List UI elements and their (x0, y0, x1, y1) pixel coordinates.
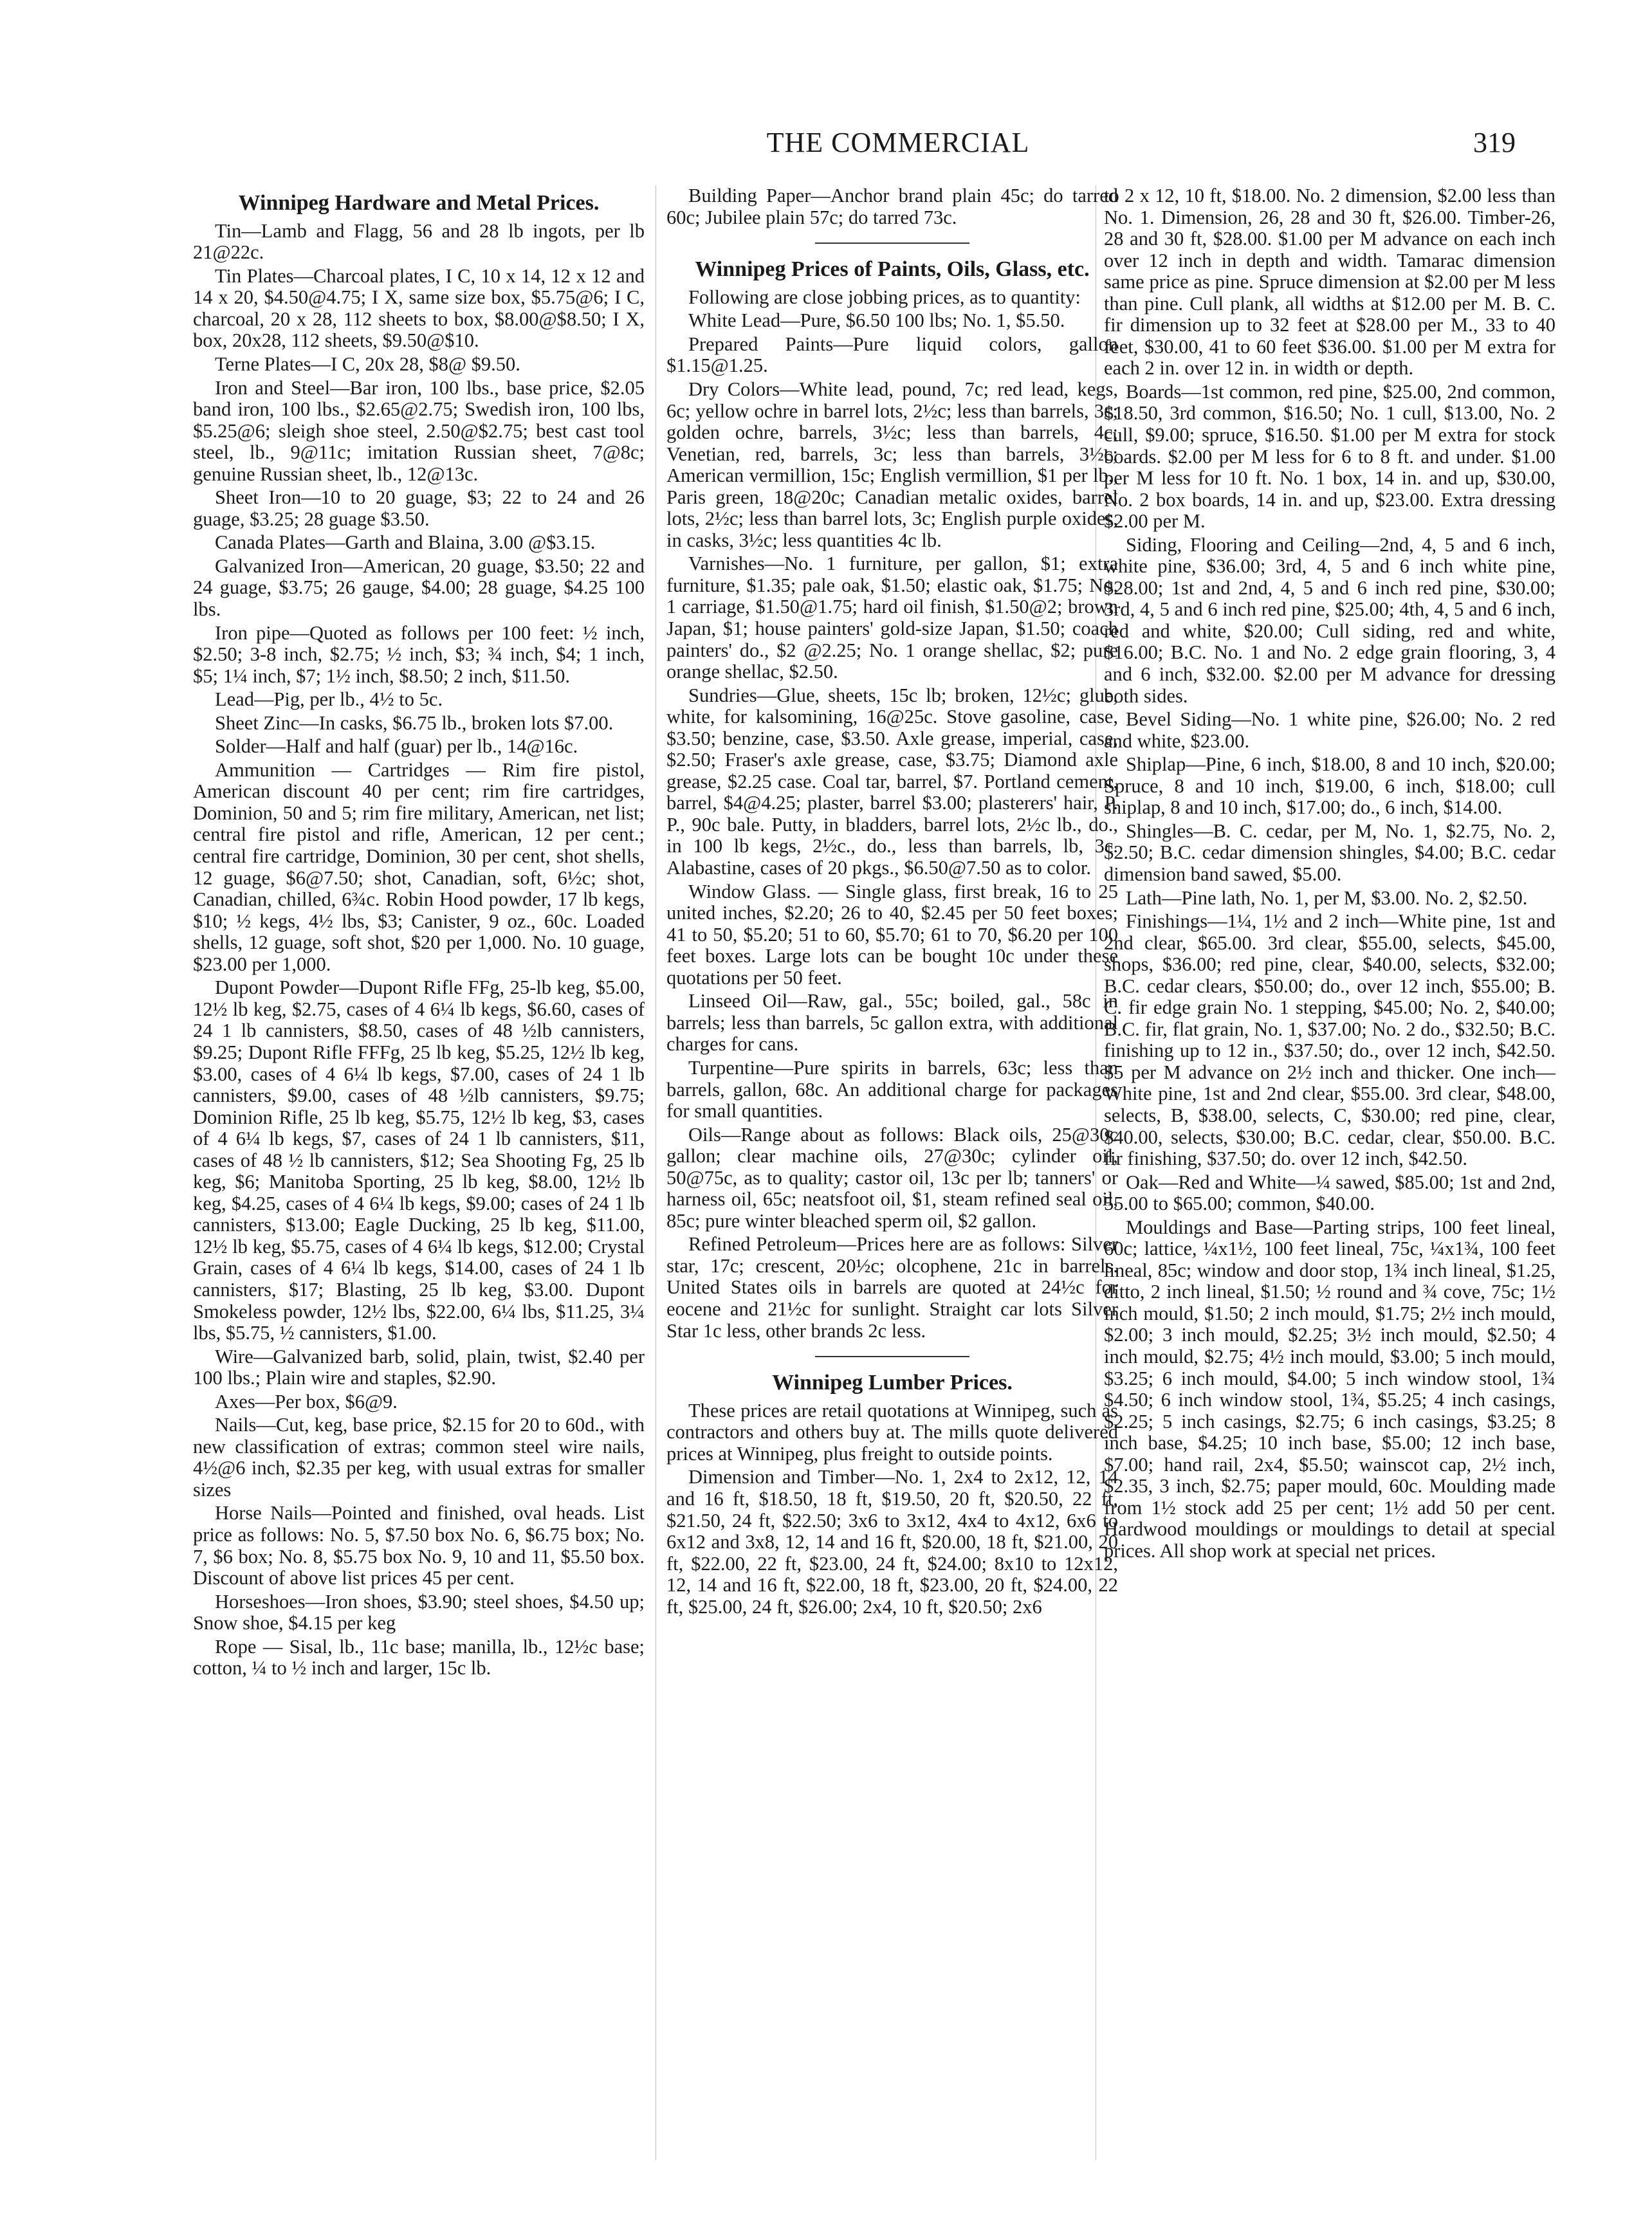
section-divider (815, 1356, 969, 1357)
price-paragraph: Boards—1st common, red pine, $25.00, 2nd common, $18.50, 3rd common, $16.50; No. 1 cull, $13.00, No. 2 cull, $9.00; spruce, $16.50. $1.00 per M extra for stock boards. $2.00 per M less for 6 to 8 ft. and under. $1.00 per M less for 10 ft. No. 1 box, 14 in. and up, $30.00, No. 2 box boards, 14 in. and up, $23.00. Extra dressing $2.00 per M. (1104, 380, 1556, 533)
price-paragraph: White Lead—Pure, $6.50 100 lbs; No. 1, $5.50. (688, 309, 1065, 332)
price-paragraph: Solder—Half and half (guar) per lb., 14@16c. (215, 735, 578, 758)
price-paragraph: Horseshoes—Iron shoes, $3.90; steel shoes, $4.50 up; Snow shoe, $4.15 per keg (193, 1590, 645, 1634)
running-head (0, 126, 1652, 165)
page-number: 319 (1473, 127, 1516, 158)
price-paragraph: to 2 x 12, 10 ft, $18.00. No. 2 dimension, $2.00 less than No. 1. Dimension, 26, 28 and 30 ft, $26.00. Timber-26, 28 and 30 ft, $28.00. $1.00 per M advance on each inch over 12 inch in depth and width. Tamarac dimension same price as pine. Spruce dimension at $2.00 per M less than pine. Cull plank, all widths at $12.00 per M. B. C. fir dimension up to 32 feet at $28.00 per M., 33 to 40 feet, $30.00, 41 to 60 feet $36.00. $1.00 per M extra for each 2 in. over 12 in. in width or depth. (1104, 185, 1556, 380)
price-paragraph: Turpentine—Pure spirits in barrels, 63c; less than barrels, gallon, 68c. An additional charge for packages for small quantities. (666, 1056, 1118, 1122)
section-heading: Winnipeg Prices of Paints, Oils, Glass, etc. (695, 257, 1090, 282)
price-paragraph: Axes—Per box, $6@9. (215, 1390, 398, 1413)
price-paragraph: Varnishes—No. 1 furniture, per gallon, $1; extra furniture, $1.35; pale oak, $1.50; elastic oak, $1.75; No. 1 carriage, $1.50@1.75; hard oil finish, $1.50@2; brown Japan, $1; house painters' gold-size Japan, $1.50; coach painters' do., $2 @2.25; No. 1 orange shellac, $2; pure orange shellac, $2.50. (666, 553, 1118, 683)
price-paragraph: Tin—Lamb and Flagg, 56 and 28 lb ingots, per lb 21@22c. (193, 219, 645, 264)
price-paragraph: Linseed Oil—Raw, gal., 55c; boiled, gal., 58c in barrels; less than barrels, 5c gallon extra, with additional charges for cans. (666, 990, 1118, 1056)
price-paragraph: Building Paper—Anchor brand plain 45c; do tarred 60c; Jubilee plain 57c; do tarred 73c. (666, 185, 1118, 228)
price-paragraph: Rope — Sisal, lb., 11c base; manilla, lb., 12½c base; cotton, ¼ to ½ inch and larger, 15c lb. (193, 1635, 645, 1679)
column-lumber-continued (1104, 185, 1556, 2160)
page-title: THE COMMERCIAL (766, 127, 1030, 158)
price-paragraph: Sheet Iron—10 to 20 guage, $3; 22 to 24 and 26 guage, $3.25; 28 guage $3.50. (193, 486, 645, 530)
price-paragraph: Lead—Pig, per lb., 4½ to 5c. (215, 688, 443, 711)
column-paints-lumber (666, 185, 1118, 2160)
price-paragraph: Canada Plates—Garth and Blaina, 3.00 @$3.15. (215, 531, 596, 554)
price-paragraph: Shingles—B. C. cedar, per M, No. 1, $2.75, No. 2, $2.50; B.C. cedar dimension shingles, $4.00; B.C. cedar dimension band sawed, $5.00. (1104, 819, 1556, 885)
price-paragraph: Iron pipe—Quoted as follows per 100 feet: ½ inch, $2.50; 3-8 inch, $2.75; ½ inch, $3; ¾ inch, $4; 1 inch, $5; 1¼ inch, $7; 1½ inch, $8.50; 2 inch, $11.50. (193, 621, 645, 687)
price-paragraph: Oak—Red and White—¼ sawed, $85.00; 1st and 2nd, 55.00 to $65.00; common, $40.00. (1104, 1171, 1556, 1215)
section-heading: Winnipeg Lumber Prices. (772, 1371, 1013, 1395)
section-heading: Winnipeg Hardware and Metal Prices. (238, 191, 600, 215)
price-paragraph: Wire—Galvanized barb, solid, plain, twist, $2.40 per 100 lbs.; Plain wire and staples, $2.90. (193, 1345, 645, 1389)
price-paragraph: Bevel Siding—No. 1 white pine, $26.00; No. 2 red and white, $23.00. (1104, 708, 1556, 752)
price-paragraph: Sundries—Glue, sheets, 15c lb; broken, 12½c; glue, white, for kalsomining, 16@25c. Stove gasoline, case, $3.50; benzine, case, $3.50. Axle grease, imperial, case, $2.50; Fraser's axle grease, case, $3.75; Diamond axle grease, $2.25 case. Coal tar, barrel, $7. Portland cement, barrel, $4@4.25; plaster, barrel $3.00; plasterers' hair, P. P., 90c bale. Putty, in bladders, barrel lots, 2½c lb., do., in 100 lb kegs, 2½c., do., less than barrels, lb, 3c. Alabastine, cases of 20 pkgs., $6.50@7.50 as to color. (666, 684, 1118, 879)
column-hardware (193, 185, 645, 2160)
section-divider (815, 242, 969, 244)
price-paragraph: Shiplap—Pine, 6 inch, $18.00, 8 and 10 inch, $20.00; Spruce, 8 and 10 inch, $19.00, 6 inch, $18.00; cull shiplap, 8 and 10 inch, $17.00; do., 6 inch, $14.00. (1104, 753, 1556, 819)
price-paragraph: Following are close jobbing prices, as to quantity: (688, 286, 1081, 308)
price-paragraph: Horse Nails—Pointed and finished, oval heads. List price as follows: No. 5, $7.50 box No. 6, $6.75 box; No. 7, $6 box; No. 8, $5.75 box No. 9, 10 and 11, $5.50 box. Discount of above list prices 45 per cent. (193, 1502, 645, 1589)
price-paragraph: Oils—Range about as follows: Black oils, 25@30c gallon; clear machine oils, 27@30c; cylinder oil, 50@75c, as to quality; castor oil, 13c per lb; tanners' or harness oil, 65c; neatsfoot oil, $1, steam refined seal oil, 85c; pure winter bleached sperm oil, $2 gallon. (666, 1123, 1118, 1232)
price-paragraph: Tin Plates—Charcoal plates, I C, 10 x 14, 12 x 12 and 14 x 20, $4.50@4.75; I X, same size box, $5.75@6; I C, charcoal, 20 x 28, 112 sheets to box, $8.00@$8.50; I X, box, 20x28, 112 sheets, $9.50@$10. (193, 264, 645, 352)
price-paragraph: Terne Plates—I C, 20x 28, $8@ $9.50. (215, 353, 520, 375)
price-paragraph: Prepared Paints—Pure liquid colors, gallon $1.15@1.25. (666, 333, 1118, 377)
price-paragraph: Refined Petroleum—Prices here are as follows: Silver star, 17c; crescent, 20½c; olcophene, 21c in barrels. United States oils in barrels are quoted at 24½c for eocene and 21½c for sunlight. Straight car lots Silver Star 1c less, other brands 2c less. (666, 1233, 1118, 1342)
price-paragraph: Siding, Flooring and Ceiling—2nd, 4, 5 and 6 inch, white pine, $36.00; 3rd, 4, 5 and 6 inch white pine, $28.00; 1st and 2nd, 4, 5 and 6 inch red pine, $30.00; 3rd, 4, 5 and 6 inch red pine, $25.00; 4th, 4, 5 and 6 inch, red and white, $20.00; Cull siding, red and white, $16.00; B.C. No. 1 and No. 2 edge grain flooring, 3, 4 and 6 inch, $32.00. $2.00 per M advance for dressing both sides. (1104, 533, 1556, 707)
price-paragraph: Galvanized Iron—American, 20 guage, $3.50; 22 and 24 guage, $3.75; 26 gauge, $4.00; 28 guage, $4.25 100 lbs. (193, 554, 645, 621)
price-paragraph: Ammunition — Cartridges — Rim fire pistol, American discount 40 per cent; rim fire cartridges, Dominion, 50 and 5; rim fire military, American, net list; central fire pistol and rifle, American, 12 per cent.; central fire cartridge, Dominion, 30 per cent, shot shells, 12 guage, $6@7.50; shot, Canadian, soft, 6½c; shot, Canadian, chilled, 6¾c. Robin Hood powder, 17 lb kegs, $10; ½ kegs, 4½ lbs, $3; Canister, 9 oz., 60c. Loaded shells, 12 guage, soft shot, $20 per 1,000. No. 10 guage, $23.00 per 1,000. (193, 758, 645, 975)
price-paragraph: Nails—Cut, keg, base price, $2.15 for 20 to 60d., with new classification of extras; common steel wire nails, 4½@6 inch, $2.35 per keg, with usual extras for smaller sizes (193, 1414, 645, 1501)
price-paragraph: Lath—Pine lath, No. 1, per M, $3.00. No. 2, $2.50. (1126, 886, 1528, 909)
price-paragraph: Window Glass. — Single glass, first break, 16 to 25 united inches, $2.20; 26 to 40, $2.45 per 50 feet boxes; 41 to 50, $5.20; 51 to 60, $5.70; 61 to 70, $6.20 per 100 feet boxes. Large lots can be bought 10c under these quotations per 50 feet. (666, 880, 1118, 989)
price-paragraph: Sheet Zinc—In casks, $6.75 lb., broken lots $7.00. (215, 711, 614, 734)
price-paragraph: These prices are retail quotations at Winnipeg, such as contractors and others buy at. The mills quote delivered prices at Winnipeg, plus freight to outside points. (666, 1399, 1118, 1465)
price-paragraph: Finishings—1¼, 1½ and 2 inch—White pine, 1st and 2nd clear, $65.00. 3rd clear, $55.00, selects, $45.00, shops, $36.00; red pine, clear, $40.00, selects, $32.00; B.C. cedar clears, $50.00; do., over 12 inch, $55.00; B. C. fir edge grain No. 1 stepping, $45.00; No. 2, $40.00; B.C. fir, flat grain, No. 1, $37.00; No. 2 do., $32.50; B.C. finishing up to 12 in., $37.50; do., over 12 inch, $42.50. $5 per M advance on 2½ inch and thicker. One inch—White pine, 1st and 2nd clear, $55.00. 3rd clear, $48.00, selects, B, $38.00, selects, C, $30.00; red pine, clear, $40.00, selects, $30.00; B.C. cedar, clear, $50.00. B.C. fir finishing, $37.50; do. over 12 inch, $42.50. (1104, 910, 1556, 1170)
price-paragraph: Dry Colors—White lead, pound, 7c; red lead, kegs, 6c; yellow ochre in barrel lots, 2½c; less than barrels, 3c; golden ochre, barrels, 3½c; less than barrels, 4c; Venetian, red, barrels, 3c; less than barrels, 3½c; American vermillion, 15c; English vermillion, $1 per lb., Paris green, 18@20c; Canadian metalic oxides, barrel lots, 2½c; less than barrel lots, 3c; English purple oxides, in casks, 3½c; less quantities 4c lb. (666, 378, 1118, 551)
price-paragraph: Mouldings and Base—Parting strips, 100 feet lineal, 60c; lattice, ¼x1½, 100 feet lineal, 75c, ¼x1¾, 100 feet lineal, 85c; window and door stop, 1¾ inch lineal, $1.25, ditto, 2 inch lineal, $1.50; ½ round and ¾ cove, 75c; 1½ inch mould, $1.50; 2 inch mould, $1.75; 2½ inch mould, $2.00; 3 inch mould, $2.25; 3½ inch mould, $2.50; 4 inch mould, $2.75; 4½ inch mould, $3.00; 5 inch mould, $3.25; 6 inch mould, $4.00; 5 inch window stool, 1¾ $4.50; 6 inch window stool, 1¾, $5.25; 4 inch casings, $2.25; 5 inch casings, $2.75; 6 inch casings, $3.25; 8 inch base, $4.25; 10 inch base, $5.00; 12 inch base, $7.00; hand rail, 2x4, $5.50; wainscot cap, 2½ inch, $2.35, 3 inch, $2.75; paper mould, 60c. Moulding made from 1½ stock add 25 per cent; 1½ add 50 per cent. Hardwood mouldings or mouldings to detail at special prices. All shop work at special net prices. (1104, 1216, 1556, 1562)
price-paragraph: Dimension and Timber—No. 1, 2x4 to 2x12, 12, 14 and 16 ft, $18.50, 18 ft, $19.50, 20 ft, $20.50, 22 ft, $21.50, 24 ft, $22.50; 3x6 to 3x12, 4x4 to 4x12, 6x6 to 6x12 and 3x8, 12, 14 and 16 ft, $20.00, 18 ft, $21.00, 20 ft, $22.00, 22 ft, $23.00, 24 ft, $24.00; 8x10 to 12x12, 12, 14 and 16 ft, $22.00, 18 ft, $23.00, 20 ft, $24.00, 22 ft, $25.00, 24 ft, $26.00; 2x4, 10 ft, $20.50; 2x6 (666, 1466, 1118, 1618)
price-paragraph: Dupont Powder—Dupont Rifle FFg, 25-lb keg, $5.00, 12½ lb keg, $2.75, cases of 4 6¼ lb kegs, $6.60, cases of 24 1 lb cannisters, $8.50, cases of 48 ½lb cannisters, $9.25; Dupont Rifle FFFg, 25 lb keg, $5.25, 12½ lb keg, $3.00, cases of 4 6¼ lb kegs, $7.00, cases of 24 1 lb cannisters, $9.00, cases of 48 ½lb cannisters, $9.75; Dominion Rifle, 25 lb keg, $5.75, 12½ lb keg, $3, cases of 4 6¼ lb kegs, $7, cases of 24 1 lb cannisters, $11, cases of 48 ½ lb cannisters, $12; Sea Shooting Fg, 25 lb keg, $6; Manitoba Sporting, 25 lb keg, $8.00, 12½ lb keg, $4.25, cases of 4 6¼ lb kegs, $9.00; cases of 24 1 lb cannisters, $13.00; Eagle Ducking, 25 lb keg, $11.00, 12½ lb keg, $5.75, cases of 4 6¼ lb kegs, $12.00; Crystal Grain, cases of 4 6¼ lb kegs, $14.00, cases of 24 1 lb cannisters, $17; Blasting, 25 lb keg, $3.00. Dupont Smokeless powder, 12½ lbs, $22.00, 6¼ lbs, $11.25, 3¼ lbs, $5.75, ½ cannisters, $1.00. (193, 976, 645, 1344)
price-paragraph: Iron and Steel—Bar iron, 100 lbs., base price, $2.05 band iron, 100 lbs., $2.65@2.75; Swedish iron, 100 lbs, $5.25@6; sleigh shoe steel, 2.50@$2.75; best cast tool steel, lb., 9@11c; imitation Russian sheet, 7@8c; genuine Russian sheet, lb., 12@13c. (193, 376, 645, 485)
